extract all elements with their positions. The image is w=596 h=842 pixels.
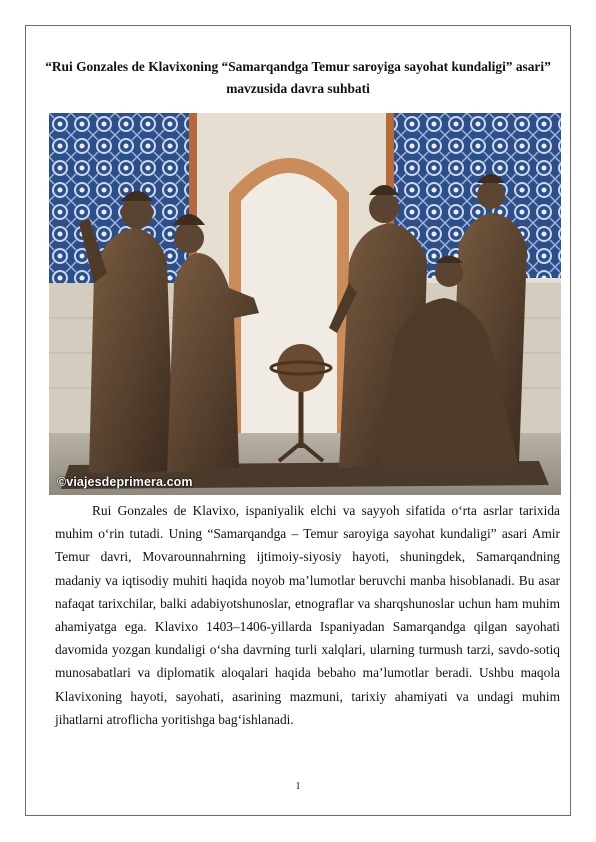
- photo-watermark: ©viajesdeprimera.com: [57, 475, 193, 489]
- body-paragraph: Rui Gonzales de Klavixo, ispaniyalik elchi va sayyoh sifatida oʻrta asrlar tarixida muhim oʻrin tutadi. Uning “Samarqandga – Temur saroyiga sayohat kundaligi” asari Amir Temur davri, Movarounnahrning ijtimoiy-siyosiy hayoti, shuningdek, Samarqandning madaniy va iqtisodiy muhiti haqida noyob maʼlumotlar beruvchi manba hisoblanadi. Bu asar nafaqat tarixchilar, balki adabiyotshunoslar, etnograflar va sharqshunoslar uchun ham muhim ahamiyatga ega. Klavixo 1403–1406-yillarda Ispaniyadan Samarqandga qilgan sayohati davomida yozgan kundaligi oʻsha davrning turli xalqlari, ularning turmush tarzi, savdo-sotiq munosabatlari va diplomatik aloqalari haqida bebaho maʼlumotlar beradi. Ushbu maqola Klavixoning hayoti, sayohati, asarining mazmuni, tarixiy ahamiyati va undagi muhim jihatlarni atroflicha yoritishga bagʻishlanadi.: [55, 503, 560, 727]
- page-number: 1: [295, 781, 301, 792]
- statue-photo: [49, 113, 561, 495]
- bronze-statue-group-image: [49, 113, 561, 495]
- document-title: “Rui Gonzales de Klavixoning “Samarqandga Temur saroyiga sayohat kundaligi” asari” mavzusida davra suhbati: [45, 59, 551, 96]
